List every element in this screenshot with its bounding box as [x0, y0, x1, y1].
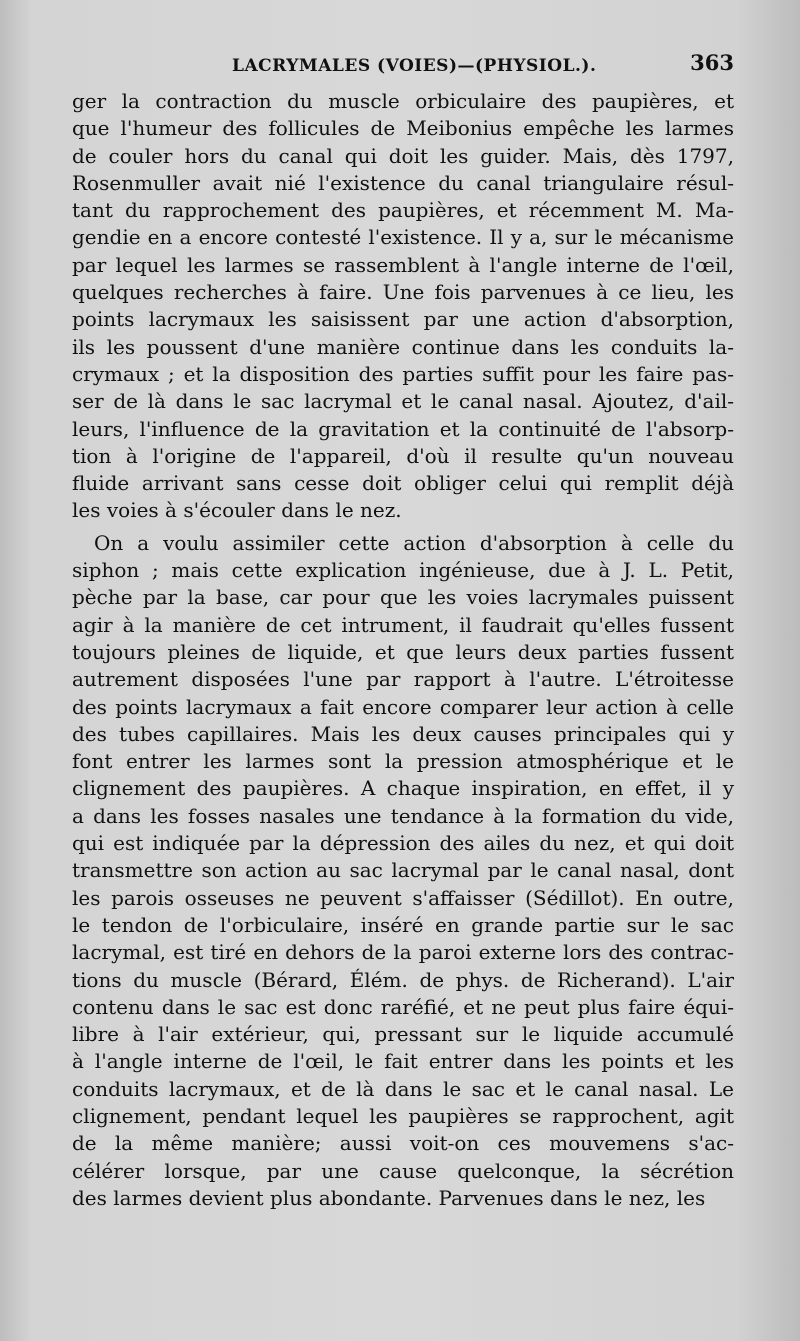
- text-line: par lequel les larmes se rassemblent à l'angle interne de l'œil,: [72, 252, 734, 277]
- text-line: ser de là dans le sac lacrymal et le canal nasal. Ajoutez, d'ail-: [72, 389, 734, 414]
- text-line: conduits lacrymaux, et de là dans le sac et le canal nasal. Le: [72, 1076, 734, 1101]
- text-line: que l'humeur des follicules de Meibonius empêche les larmes: [72, 116, 734, 141]
- paragraph-1: [72, 88, 734, 525]
- text-line: clignement des paupières. A chaque inspiration, en effet, il y: [72, 776, 734, 801]
- page-number: 363: [690, 50, 734, 75]
- text-line: les voies à s'écouler dans le nez.: [72, 498, 402, 523]
- text-line: les parois osseuses ne peuvent s'affaisser (Sédillot). En outre,: [72, 885, 734, 910]
- text-line: le tendon de l'orbiculaire, inséré en grande partie sur le sac: [72, 912, 734, 937]
- text-line: contenu dans le sac est donc raréfié, et ne peut plus faire équi-: [72, 994, 734, 1019]
- text-line: des tubes capillaires. Mais les deux causes principales qui y: [72, 721, 734, 746]
- text-line: libre à l'air extérieur, qui, pressant sur le liquide accumulé: [72, 1022, 734, 1047]
- text-line: leurs, l'influence de la gravitation et la continuité de l'absorp-: [72, 416, 734, 441]
- text-line: transmettre son action au sac lacrymal par le canal nasal, dont: [72, 858, 734, 883]
- paragraph-2: [72, 530, 734, 1212]
- text-line: points lacrymaux les saisissent par une action d'absorption,: [72, 307, 734, 332]
- text-line: de la même manière; aussi voit-on ces mouvemens s'ac-: [72, 1131, 734, 1156]
- text-line: gendie en a encore contesté l'existence. Il y a, sur le mécanisme: [72, 225, 734, 250]
- text-line: quelques recherches à faire. Une fois parvenues à ce lieu, les: [72, 280, 734, 305]
- text-line: tions du muscle (Bérard, Élém. de phys. de Richerand). L'air: [72, 967, 734, 992]
- text-line: à l'angle interne de l'œil, le fait entrer dans les points et les: [72, 1049, 734, 1074]
- page-header: [72, 50, 734, 80]
- text-line: ils les poussent d'une manière continue dans les conduits la-: [72, 334, 734, 359]
- text-line: pèche par la base, car pour que les voies lacrymales puissent: [72, 585, 734, 610]
- text-line: font entrer les larmes sont la pression atmosphérique et le: [72, 749, 734, 774]
- text-line: clignement, pendant lequel les paupières se rapprochent, agit: [72, 1103, 734, 1128]
- text-line: siphon ; mais cette explication ingénieuse, due à J. L. Petit,: [72, 558, 734, 583]
- text-line: de couler hors du canal qui doit les guider. Mais, dès 1797,: [72, 143, 734, 168]
- body-text: [72, 88, 734, 1212]
- text-line: lacrymal, est tiré en dehors de la paroi externe lors des contrac-: [72, 940, 734, 965]
- text-line: ger la contraction du muscle orbiculaire des paupières, et: [72, 89, 734, 113]
- text-line: a dans les fosses nasales une tendance à la formation du vide,: [72, 803, 734, 828]
- text-line: Rosenmuller avait nié l'existence du canal triangulaire résul-: [72, 170, 734, 195]
- text-line: tion à l'origine de l'appareil, d'où il resulte qu'un nouveau: [72, 443, 734, 468]
- text-line: toujours pleines de liquide, et que leurs deux parties fussent: [72, 639, 734, 664]
- text-line: qui est indiquée par la dépression des ailes du nez, et qui doit: [72, 831, 734, 856]
- running-title: LACRYMALES (VOIES)—(PHYSIOL.).: [232, 56, 597, 76]
- text-line: célérer lorsque, par une cause quelconque, la sécrétion: [72, 1158, 734, 1183]
- text-line: crymaux ; et la disposition des parties suffit pour les faire pas-: [72, 361, 734, 386]
- text-line: autrement disposées l'une par rapport à l'autre. L'étroitesse: [72, 667, 734, 692]
- text-line: des points lacrymaux a fait encore comparer leur action à celle: [72, 694, 734, 719]
- text-line: On a voulu assimiler cette action d'absorption à celle du: [94, 530, 734, 555]
- text-line: tant du rapprochement des paupières, et récemment M. Ma-: [72, 198, 734, 223]
- text-line: des larmes devient plus abondante. Parvenues dans le nez, les: [72, 1185, 706, 1210]
- text-line: fluide arrivant sans cesse doit obliger celui qui remplit déjà: [72, 471, 734, 496]
- text-line: agir à la manière de cet intrument, il faudrait qu'elles fussent: [72, 612, 734, 637]
